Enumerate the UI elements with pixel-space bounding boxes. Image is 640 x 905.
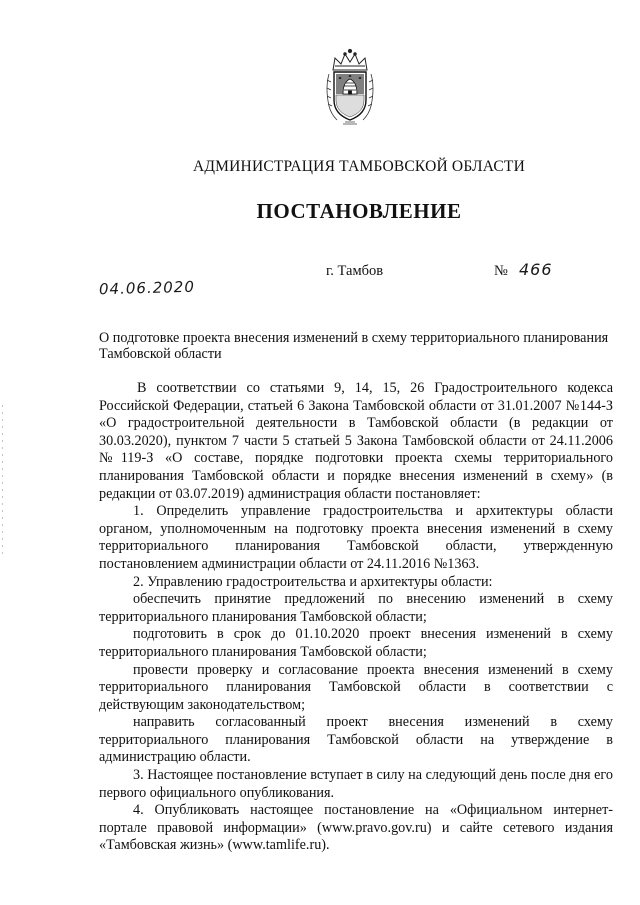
document-number-label: № bbox=[494, 263, 508, 279]
tambov-coat-of-arms-icon bbox=[323, 48, 377, 126]
scan-margin-mark bbox=[2, 405, 3, 555]
organization-name: АДМИНИСТРАЦИЯ ТАМБОВСКОЙ ОБЛАСТИ bbox=[193, 158, 525, 175]
item-4-paragraph: 4. Опубликовать настоящее постановление на «Официальном интернет-портале правовой информации» (www.pravo.gov.ru) и сайте сетевого издания «Тамбовская жизнь» (www.tamlife.ru). bbox=[99, 802, 613, 854]
item-3-paragraph: 3. Настоящее постановление вступает в силу на следующий день после дня его первого официального опубликования. bbox=[99, 767, 613, 801]
document-type-title: ПОСТАНОВЛЕНИЕ bbox=[256, 199, 462, 223]
document-subject: О подготовке проекта внесения изменений в схему территориального планирования Тамбовской области bbox=[99, 330, 609, 362]
document-body bbox=[99, 380, 613, 855]
item-1-paragraph: 1. Определить управление градостроительства и архитектуры области органом, уполномоченным на подготовку проекта внесения изменений в схему территориального планирования Тамбовской области, утвержденную постановлением администрации области от 24.11.2016 №1363. bbox=[99, 503, 613, 572]
item-2-paragraph: 2. Управлению градостроительства и архитектуры области: bbox=[133, 573, 493, 590]
item-2d-paragraph: направить согласованный проект внесения изменений в схему территориального планирования Тамбовской области на утверждение в администрацию области. bbox=[99, 714, 613, 766]
document-city: г. Тамбов bbox=[326, 263, 384, 279]
item-2c-paragraph: провести проверку и согласование проекта внесения изменений в схему территориального планирования Тамбовской области в соответствии с действующим законодательством; bbox=[99, 661, 613, 713]
document-number: 466 bbox=[519, 260, 553, 279]
preamble-paragraph: В соответствии со статьями 9, 14, 15, 26 Градостроительного кодекса Российской Федерации, статьей 6 Закона Тамбовской области от 31.01.2007 №144-З «О градостроительной деятельности в Тамбовской области (в редакции от 30.03.2020), пунктом 7 части 5 статьей 5 Закона Тамбовской области от 24.11.2006 №119-З «О составе, порядке подготовки проекта схемы территориального планирования Тамбовской области и порядке внесения изменений в схему» (в редакции от 03.07.2019) администрация области постановляет: bbox=[99, 380, 613, 502]
item-2b-paragraph: подготовить в срок до 01.10.2020 проект внесения изменений в схему территориального планирования Тамбовской области; bbox=[99, 626, 613, 660]
document-date: 04.06.2020 bbox=[98, 277, 196, 299]
item-2a-paragraph: обеспечить принятие предложений по внесению изменений в схему территориального планирования Тамбовской области; bbox=[99, 591, 613, 625]
